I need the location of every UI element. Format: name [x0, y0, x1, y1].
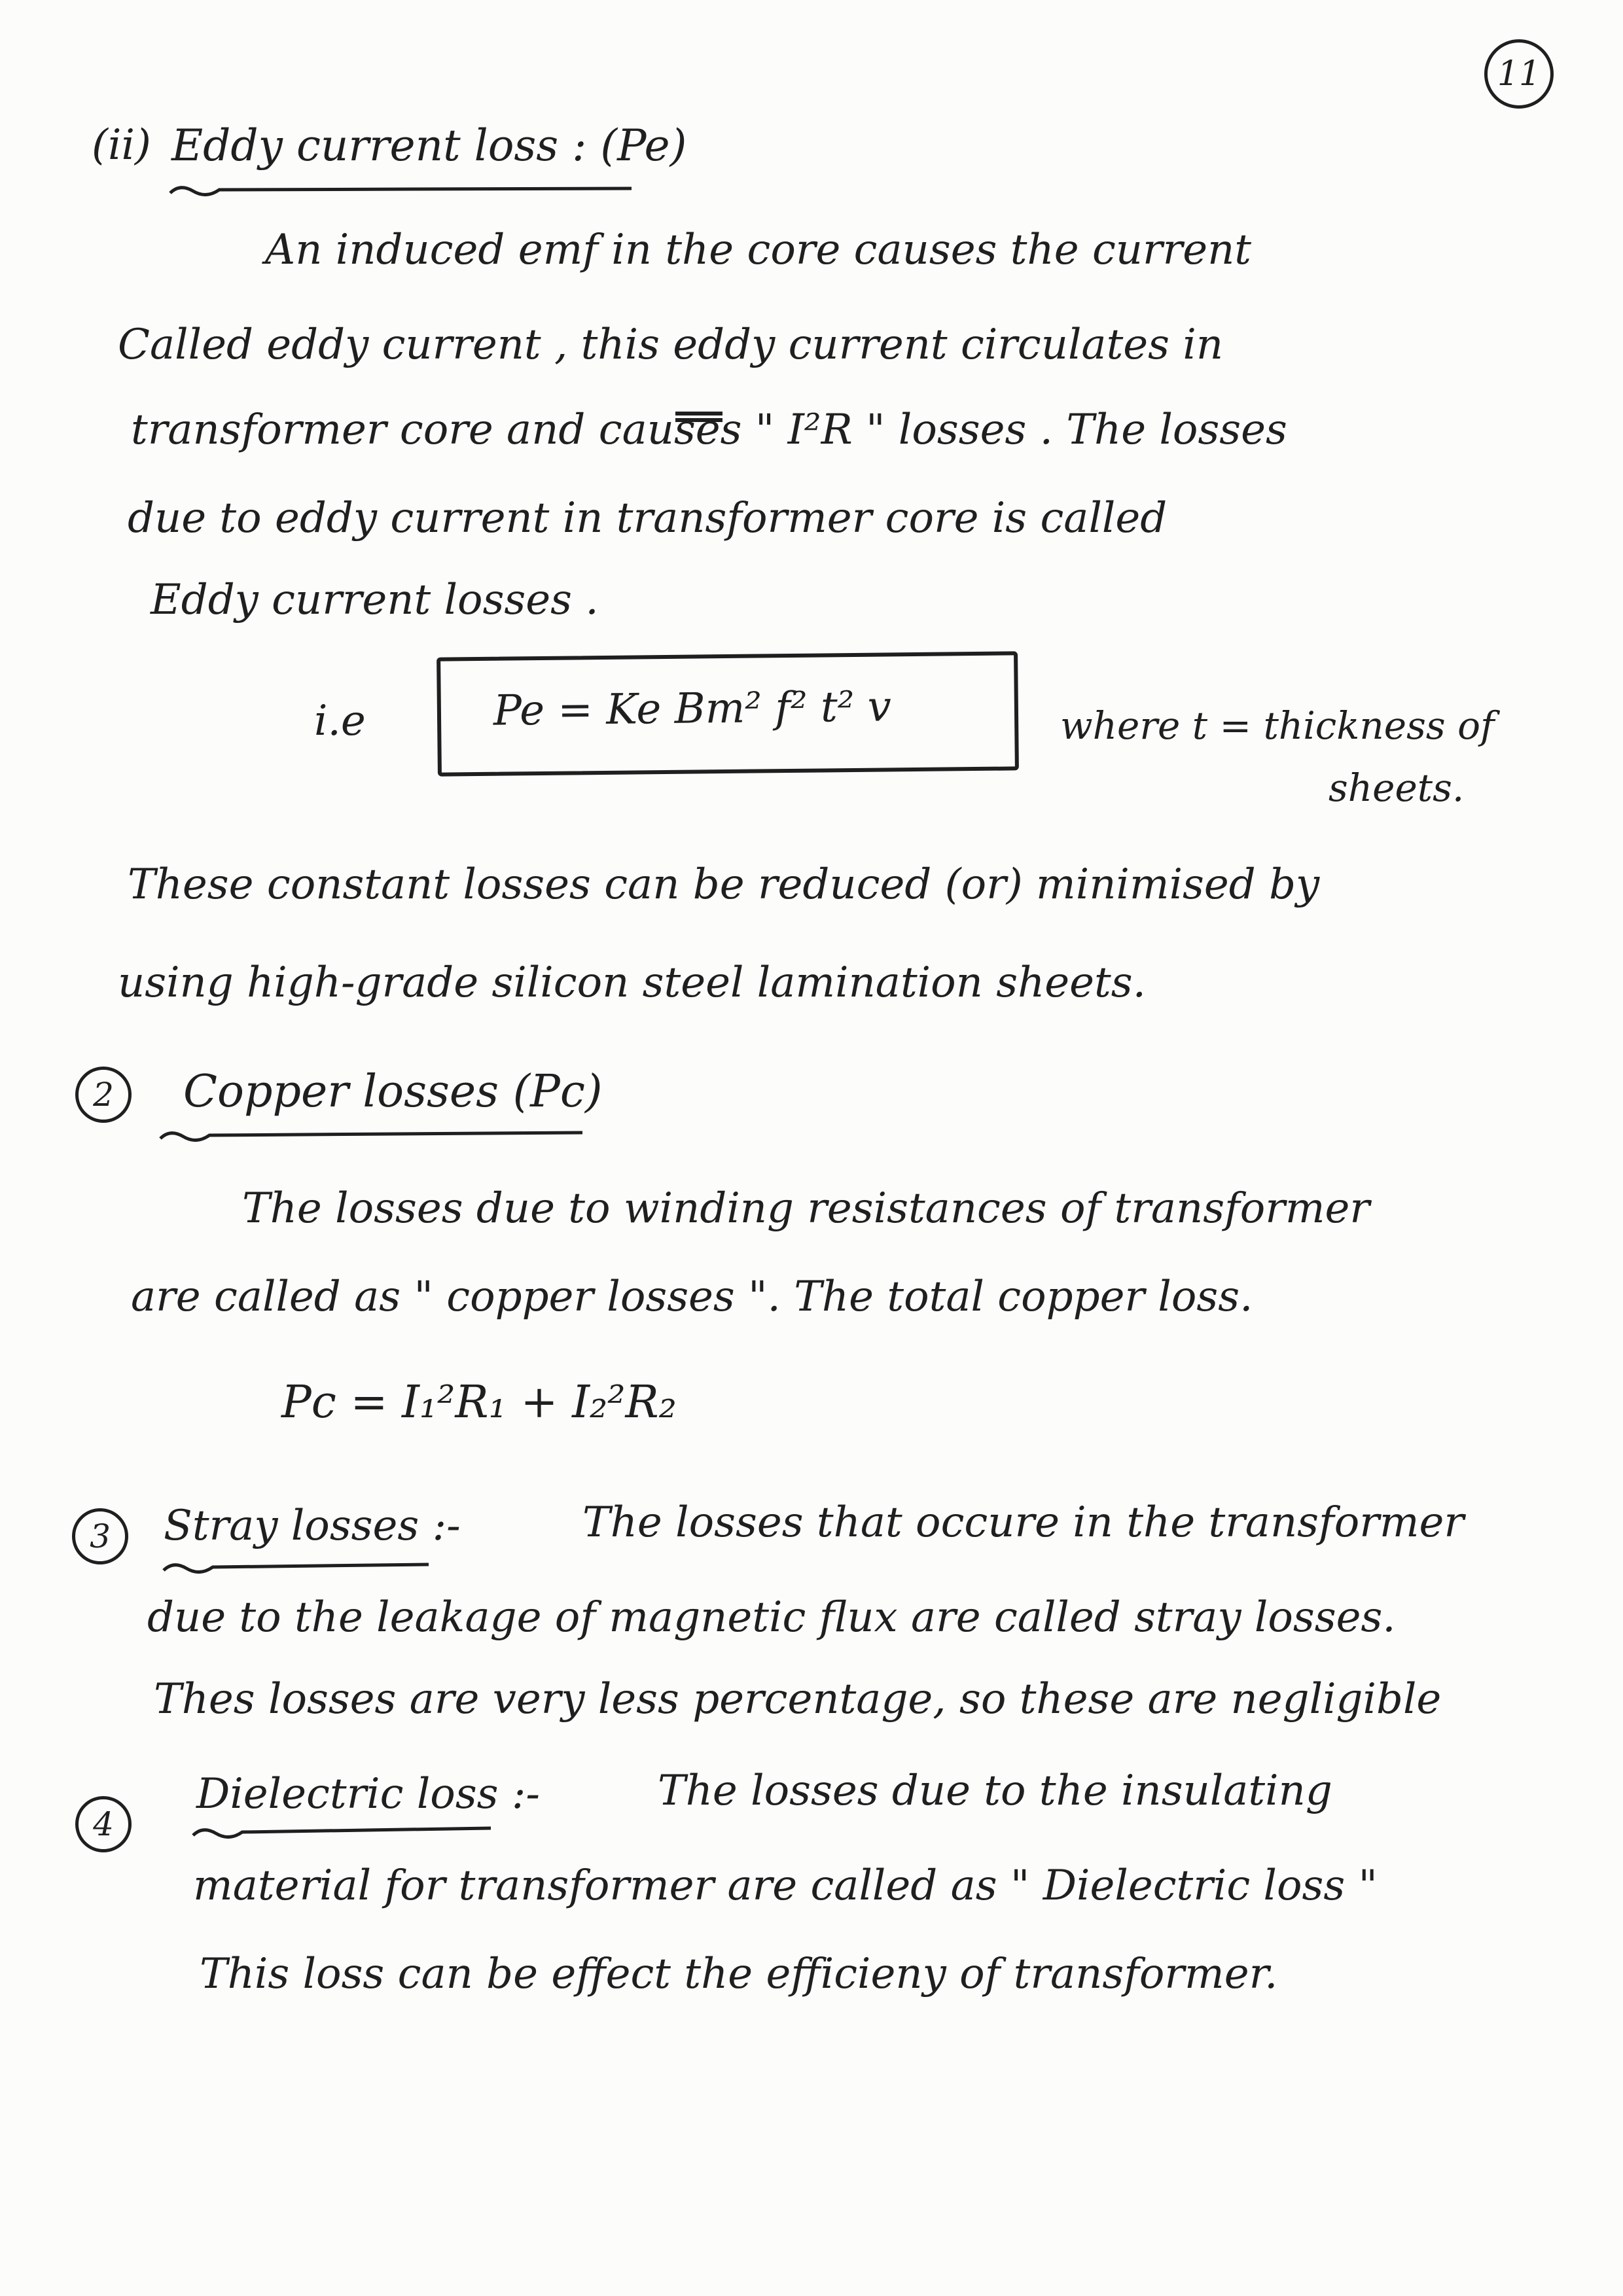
- copper-heading: Copper losses (Pc): [183, 1066, 603, 1118]
- copper-line-2: are called as " copper losses ". The total copper loss.: [131, 1273, 1253, 1321]
- copper-heading-underline: [157, 1122, 589, 1148]
- eddy-line-5: Eddy current losses .: [151, 576, 599, 624]
- stray-heading-underline: [160, 1554, 435, 1580]
- dielectric-heading-underline: [190, 1819, 497, 1845]
- eddy-heading: Eddy current loss : (Pe): [171, 120, 687, 171]
- dielectric-line-1: The losses due to the insulating: [658, 1767, 1332, 1815]
- stray-line-1: The losses that occure in the transformer: [582, 1498, 1464, 1547]
- dielectric-line-3: This loss can be effect the efficieny of transformer.: [200, 1950, 1278, 1998]
- section-2-number-text: 2: [93, 1076, 114, 1114]
- reduce-line-2: using high-grade silicon steel lamination sheets.: [118, 959, 1146, 1007]
- reduce-line-1: These constant losses can be reduced (or) minimised by: [128, 860, 1320, 909]
- copper-line-1: The losses due to winding resistances of transformer: [242, 1184, 1370, 1233]
- dielectric-line-2: material for transformer are called as " Dielectric loss ": [193, 1862, 1378, 1910]
- eddy-heading-prefix: (ii): [92, 121, 151, 169]
- stray-line-3: Thes losses are very less percentage, so these are negligible: [154, 1675, 1442, 1723]
- eddy-line-4: due to eddy current in transformer core is called: [128, 494, 1168, 542]
- page-number-text: 11: [1497, 54, 1541, 94]
- page-number: [1484, 39, 1554, 109]
- section-2-number: [75, 1067, 132, 1123]
- where-line-2: sheets.: [1329, 766, 1465, 810]
- copper-formula: Pc = I₁²R₁ + I₂²R₂: [281, 1377, 677, 1428]
- stray-line-2: due to the leakage of magnetic flux are called stray losses.: [147, 1593, 1396, 1642]
- section-3-number: [72, 1508, 128, 1564]
- section-4-number: [75, 1796, 132, 1852]
- eddy-line-3: transformer core and causes " I²R " losses . The losses: [131, 406, 1287, 454]
- eddy-line-2: Called eddy current , this eddy current circulates in: [118, 321, 1224, 369]
- strike-through-mark: [673, 400, 725, 432]
- formula-prefix: i.e: [314, 697, 366, 745]
- where-line-1: where t = thickness of: [1060, 703, 1495, 748]
- stray-heading: Stray losses :-: [164, 1502, 461, 1550]
- dielectric-heading: Dielectric loss :-: [196, 1770, 541, 1818]
- eddy-line-1: An induced emf in the core causes the current: [265, 226, 1251, 274]
- eddy-heading-underline: [167, 177, 638, 203]
- section-4-number-text: 4: [93, 1805, 114, 1843]
- eddy-formula-box: [437, 651, 1019, 776]
- section-3-number-text: 3: [90, 1517, 111, 1555]
- eddy-formula: Pe = Ke Bm² f² t² v: [493, 682, 892, 735]
